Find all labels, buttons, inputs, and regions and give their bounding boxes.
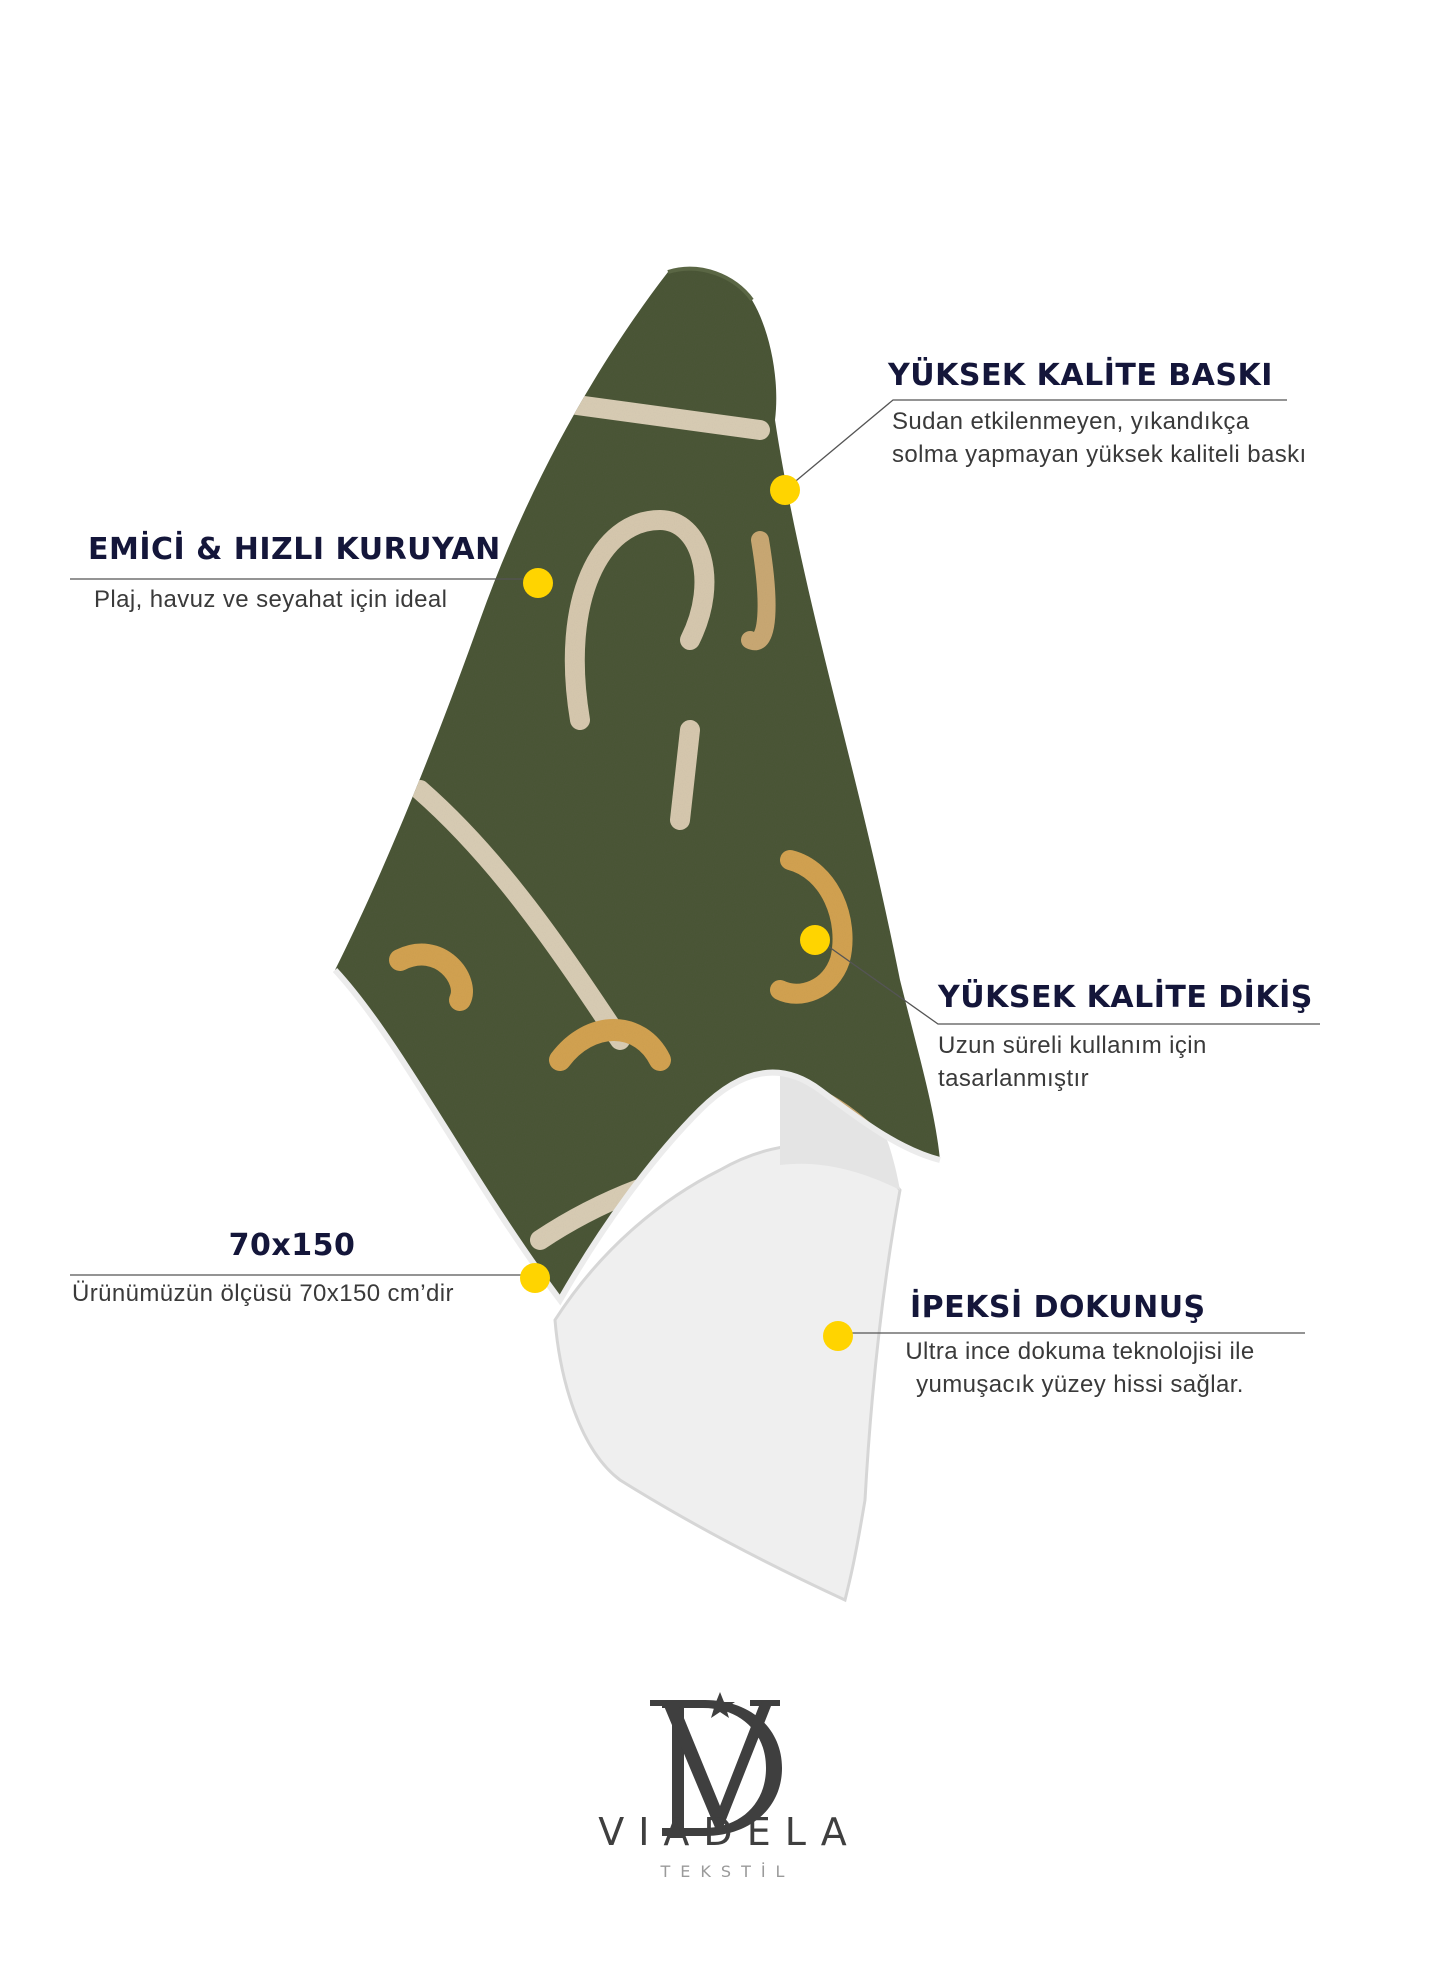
feature-title: İPEKSİ DOKUNUŞ (910, 1290, 1206, 1325)
feature-silky (840, 1290, 1320, 1401)
feature-description: Plaj, havuz ve seyahat için ideal (94, 586, 448, 613)
feature-title: EMİCİ & HIZLI KURUYAN (88, 532, 501, 567)
feature-title: YÜKSEK KALİTE BASKI (888, 358, 1273, 393)
feature-description: Sudan etkilenmeyen, yıkandıkça solma yapmayan yüksek kaliteli baskı (892, 408, 1307, 468)
feature-absorbent (88, 532, 501, 616)
feature-size (72, 1228, 512, 1310)
feature-title: YÜKSEK KALİTE DİKİŞ (938, 980, 1313, 1015)
feature-print (888, 358, 1307, 471)
feature-stitch (938, 980, 1313, 1095)
callout-dot-icon (520, 1263, 550, 1293)
feature-description: Ultra ince dokuma teknolojisi ile yumuşacık yüzey hissi sağlar. (905, 1338, 1255, 1398)
brand-subtitle: TEKSTİL (660, 1862, 795, 1881)
brand-name: VIADELA (598, 1810, 861, 1854)
callout-dot-icon (800, 925, 830, 955)
feature-description: Ürünümüzün ölçüsü 70x150 cm’dir (72, 1280, 454, 1307)
callout-dot-icon (770, 475, 800, 505)
feature-description: Uzun süreli kullanım için tasarlanmıştır (938, 1032, 1207, 1092)
callout-dot-icon (523, 568, 553, 598)
feature-title: 70x150 (228, 1228, 356, 1263)
